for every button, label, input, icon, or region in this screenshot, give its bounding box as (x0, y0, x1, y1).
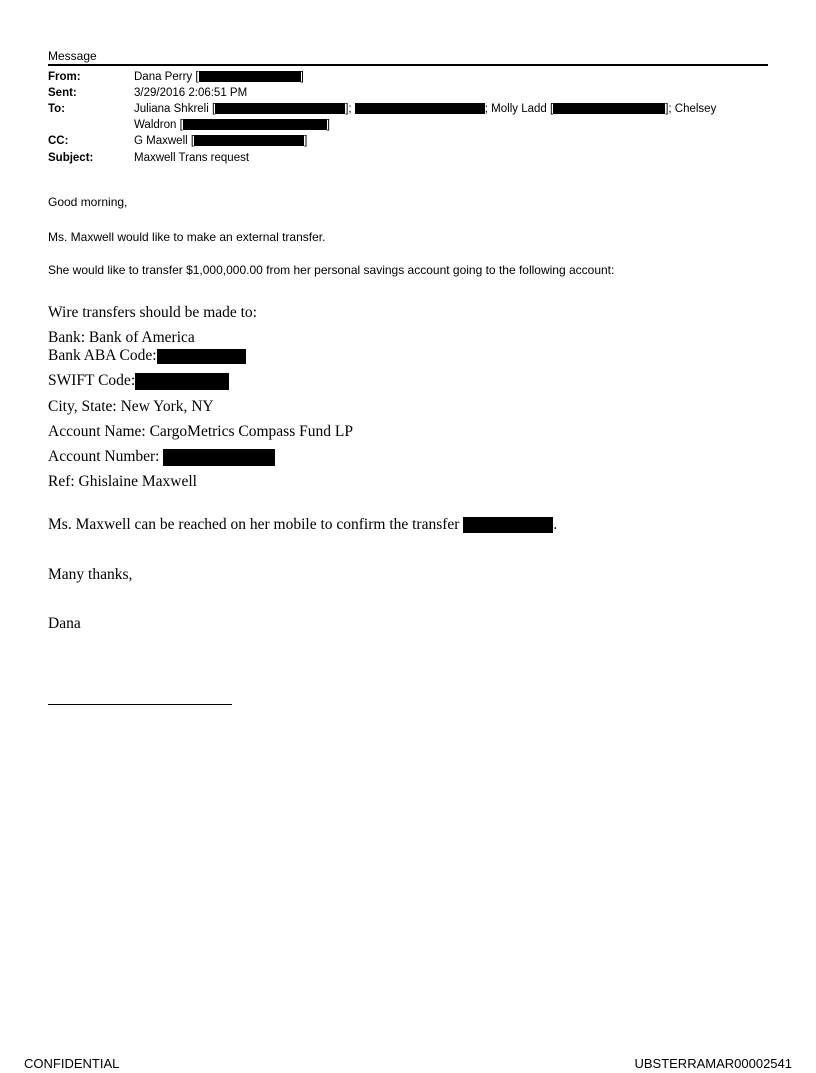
confirm-text: Ms. Maxwell can be reached on her mobile to confirm the transfer (48, 516, 460, 533)
redaction-bar (463, 517, 553, 533)
closing: Many thanks, (48, 566, 133, 583)
to-recipient-4: ]; Chelsey (665, 103, 717, 115)
ref-line: Ref: Ghislaine Maxwell (48, 473, 197, 490)
to-recipient-5: Waldron [ (134, 119, 183, 131)
redaction-bar (194, 135, 304, 146)
body-line-2: She would like to transfer $1,000,000.00 from her personal savings account going to the following account: (48, 263, 615, 277)
subject-label: Subject: (48, 152, 94, 164)
from-close: ] (300, 71, 304, 83)
redaction-bar (135, 373, 229, 390)
wire-intro: Wire transfers should be made to: (48, 304, 257, 321)
sent-label: Sent: (48, 87, 77, 99)
subject-value: Maxwell Trans request (134, 152, 250, 164)
bank-line: Bank: Bank of America (48, 329, 195, 346)
redaction-bar (355, 103, 485, 114)
confirm-end: . (553, 516, 558, 533)
to-recipient-3: ; Molly Ladd [ (484, 103, 554, 115)
redaction-bar (183, 119, 327, 130)
redaction-bar (163, 449, 275, 466)
signature: Dana (48, 615, 81, 632)
footer-bates-number: UBSTERRAMAR00002541 (634, 1056, 792, 1071)
cc-label: CC: (48, 135, 69, 147)
footer-confidential: CONFIDENTIAL (24, 1056, 120, 1071)
aba-line (48, 347, 246, 365)
to-value-line2 (134, 117, 330, 133)
greeting: Good morning, (48, 195, 128, 209)
redaction-bar (553, 103, 665, 114)
cc-name: G Maxwell [ (134, 135, 195, 147)
confirm-line (48, 516, 557, 534)
account-number-label: Account Number: (48, 448, 160, 465)
account-name-line: Account Name: CargoMetrics Compass Fund LP (48, 423, 353, 440)
signature-divider (48, 704, 232, 705)
cc-close: ] (304, 135, 308, 147)
to-recipient-1: Juliana Shkreli [ (134, 103, 216, 115)
from-value (134, 69, 304, 85)
message-label: Message (48, 49, 97, 63)
aba-label: Bank ABA Code: (48, 347, 157, 364)
body-line-1: Ms. Maxwell would like to make an external transfer. (48, 230, 326, 244)
to-value-line1 (134, 101, 716, 117)
swift-label: SWIFT Code: (48, 372, 136, 389)
header-divider (48, 64, 768, 66)
sent-value: 3/29/2016 2:06:51 PM (134, 87, 248, 99)
city-line: City, State: New York, NY (48, 398, 214, 415)
swift-line (48, 372, 229, 390)
redaction-bar (157, 349, 246, 364)
to-close: ] (326, 119, 330, 131)
from-name: Dana Perry [ (134, 71, 199, 83)
account-number-line (48, 448, 275, 466)
redaction-bar (215, 103, 345, 114)
to-separator: ]; (345, 103, 352, 115)
to-label: To: (48, 103, 66, 115)
redaction-bar (199, 71, 301, 82)
from-label: From: (48, 71, 81, 83)
cc-value (134, 133, 307, 149)
